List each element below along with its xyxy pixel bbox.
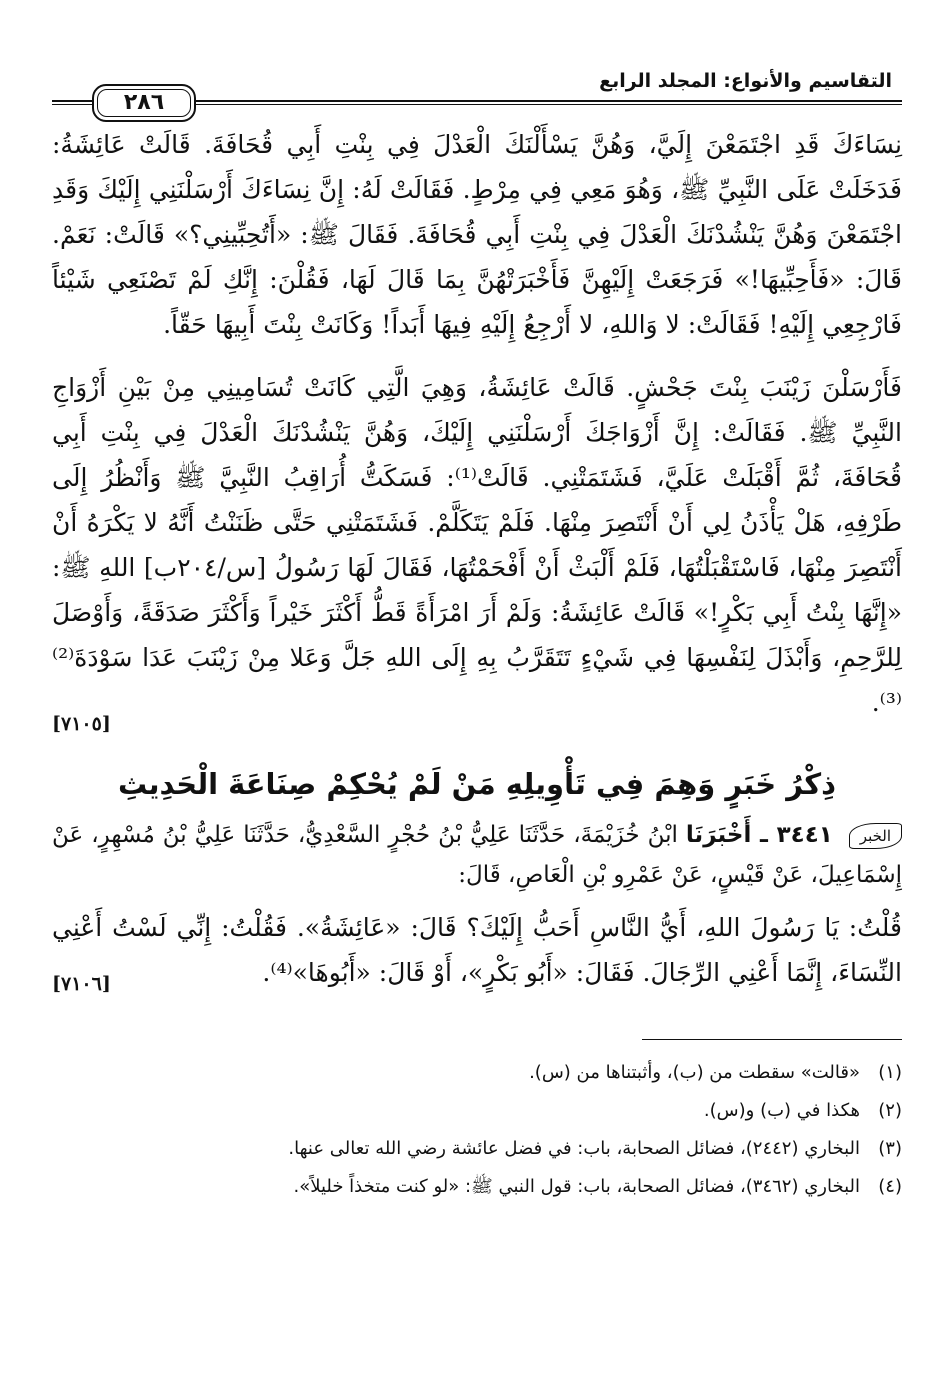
main-text	[52, 122, 902, 735]
hadith-text	[52, 905, 902, 995]
reference-number: [٧١٠٥]	[52, 713, 111, 735]
page-header	[52, 62, 902, 122]
isnad-text: ابْنُ خُزَيْمَةَ، حَدَّثَنَا عَلِيُّ بْنُ حُجْرٍ السَّعْدِيُّ، حَدَّثَنَا عَلِيُّ بْنُ مُسْهِرٍ، عَنْ إِسْمَاعِيلَ، عَنْ قَيْسٍ، عَنْ عَمْرِو بْنِ الْعَاصِ، قَالَ:	[52, 822, 902, 888]
running-title: التقاسيم والأنواع: المجلد الرابع	[599, 70, 892, 92]
footnote: (٤)البخاري (٣٤٦٢)، فضائل الصحابة، باب: قول النبي ﷺ: «لو كنت متخذاً خليلاً».	[293, 1176, 902, 1197]
page-number-tail	[52, 100, 88, 102]
paragraph-2: فَأَرْسَلْنَ زَيْنَبَ بِنْتَ جَحْشٍ. قَالَتْ عَائِشَةُ، وَهِيَ الَّتِي كَانَتْ تُسَامِينِي مِنْ بَيْنِ أَزْوَاجِ النَّبِيِّ ﷺ. فَقَالَتْ: إِنَّ أَزْوَاجَكَ أَرْسَلْنَنِي إِلَيْكَ، وَهُنَّ يَنْشُدْنَكَ الْعَدْلَ فِي بِنْتِ أَبِي قُحَافَةَ، ثُمَّ أَقْبَلَتْ عَلَيَّ، فَشَتَمَتْنِي. قَالَتْ⁽¹⁾: فَسَكَتُّ أُرَاقِبُ النَّبِيَّ ﷺ وَأَنْظُرُ إِلَى طَرْفِهِ، هَلْ يَأْذَنُ لِي أَنْ أَنْتَصِرَ مِنْهَا. فَلَمْ يَتَكَلَّمْ. فَشَتَمَتْنِي حَتَّى ظَنَنْتُ أَنَّهُ لا يَكْرَهُ أَنْ أَنْتَصِرَ مِنْهَا، فَاسْتَقْبَلْتُهَا، فَلَمْ أَلْبَثْ أَنْ أَفْحَمْتُهَا، فَقَالَ لَهَا رَسُولُ [س/٢٠٤ب] اللهِ ﷺ: «إِنَّهَا بِنْتُ أَبِي بَكْرٍ!» قَالَتْ عَائِشَةُ: وَلَمْ أَرَ امْرَأَةً قَطُّ أَكْثَرَ خَيْراً وَأَكْثَرَ صَدَقَةً، وَأَوْصَلَ لِلرَّحِمِ، وَأَبْذَلَ لِنَفْسِهَا فِي شَيْءٍ تَتَقَرَّبُ بِهِ إِلَى اللهِ جَلَّ وَعَلا مِنْ زَيْنَبَ عَدَا سَوْدَةَ⁽²⁾⁽³⁾.	[52, 373, 902, 717]
hadith-number: ٣٤٤١ ـ أَخْبَرَنَا	[685, 822, 833, 848]
footnote: (١)«قالت» سقطت من (ب)، وأثبتناها من (س).	[529, 1062, 902, 1083]
paragraph-1: نِسَاءَكَ قَدِ اجْتَمَعْنَ إِلَيَّ، وَهُنَّ يَسْأَلْنَكَ الْعَدْلَ فِي بِنْتِ أَبِي قُحَافَةَ. قَالَتْ عَائِشَةُ: فَدَخَلَتْ عَلَى النَّبِيِّ ﷺ، وَهُوَ مَعِي فِي مِرْطٍ. فَقَالَتْ لَهُ: إِنَّ نِسَاءَكَ أَرْسَلْنَنِي إِلَيْكَ وَقَدِ اجْتَمَعْنَ وَهُنَّ يَنْشُدْنَكَ الْعَدْلَ فِي بِنْتِ أَبِي قُحَافَةَ. فَقَالَ ﷺ: «أَتُحِبِّينِي؟» قَالَتْ: نَعَمْ. قَالَ: «فَأَحِبِّيهَا!» فَرَجَعَتْ إِلَيْهِنَّ فَأَخْبَرَتْهُنَّ بِمَا قَالَ لَهَا، فَقُلْنَ: إِنَّكِ لَمْ تَصْنَعِي شَيْئاً فَارْجِعِي إِلَيْهِ! فَقَالَتْ: لا وَاللهِ، لا أَرْجِعُ إِلَيْهِ فِيهَا أَبَداً! وَكَانَتْ بِنْتَ أَبِيهَا حَقّاً.	[52, 130, 902, 339]
reference-number: [٧١٠٦]	[52, 973, 111, 995]
footnotes	[52, 1054, 902, 1206]
paragraph-3: قُلْتُ: يَا رَسُولَ اللهِ، أَيُّ النَّاسِ أَحَبُّ إِلَيْكَ؟ قَالَ: «عَائِشَةُ». فَقُلْتُ: إِنِّي لَسْتُ أَعْنِي النِّسَاءَ، إِنَّمَا أَعْنِي الرِّجَالَ. فَقَالَ: «أَبُو بَكْرٍ»، أَوْ قَالَ: «أَبُوهَا»⁽⁴⁾.	[52, 913, 902, 987]
footnote: (٢)هكذا في (ب) و(س).	[703, 1100, 902, 1121]
section-heading: ذِكْرُ خَبَرٍ وَهِمَ فِي تَأْوِيلِهِ مَنْ لَمْ يُحْكِمْ صِنَاعَةَ الْحَدِيثِ	[117, 767, 837, 801]
hadith-isnad	[52, 815, 902, 895]
footnote-rule	[642, 1039, 902, 1040]
page-number: ٢٨٦	[92, 84, 196, 122]
khabar-badge-icon: الخبر	[849, 823, 902, 849]
book-page	[52, 62, 902, 1362]
footnote: (٣)البخاري (٢٤٤٢)، فضائل الصحابة، باب: في فضل عائشة رضي الله تعالى عنها.	[288, 1138, 902, 1159]
